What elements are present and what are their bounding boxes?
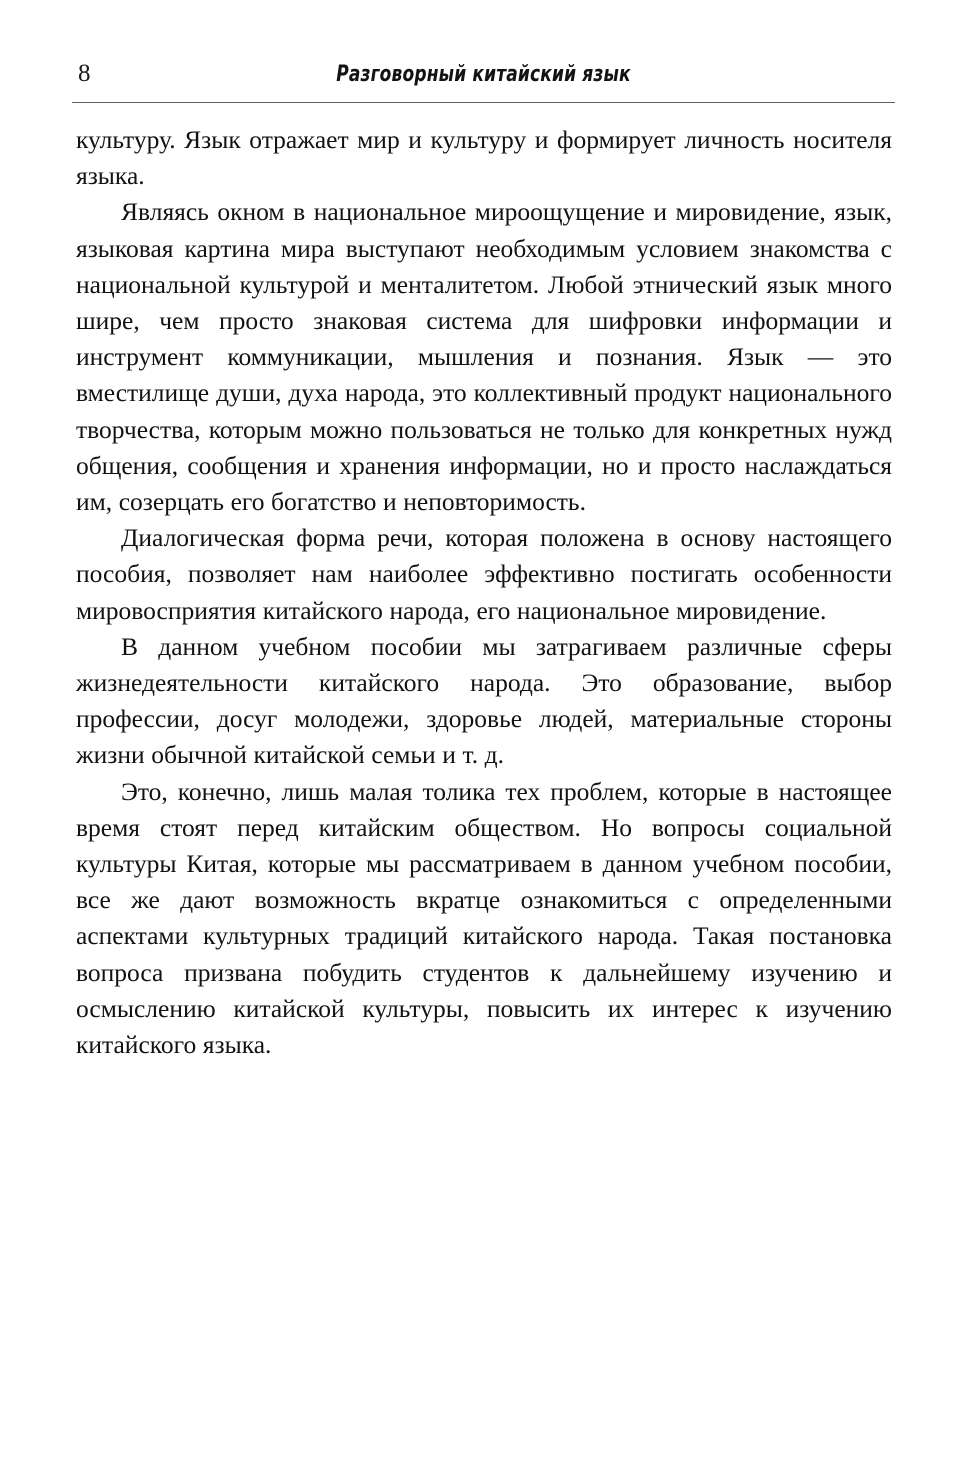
paragraph: Диалогическая форма речи, которая положена в основу настоящего пособия, позволяет нам наиболее эффективно постигать особенности мировосприятия китайского народа, его национальное мировидение. — [76, 523, 892, 625]
body-text-column — [76, 122, 892, 1063]
paragraph: Являясь окном в национальное мироощущение и мировидение, язык, языковая картина мира выступают необходимым условием знакомства с национальной культурой и менталитетом. Любой этнический язык много шире, чем просто знаковая система для шифровки информации и инструмент коммуникации, мышления и познания. Язык — это вместилище души, духа народа, это коллективный продукт национального творчества, которым можно пользоваться не только для конкретных нужд общения, сообщения и хранения информации, но и просто наслаждаться им, созерцать его богатство и неповторимость. — [76, 197, 892, 517]
paragraph: культуру. Язык отражает мир и культуру и формирует личность носителя языка. — [76, 125, 892, 191]
paragraph: Это, конечно, лишь малая толика тех проблем, которые в настоящее время стоят перед китайским обществом. Но вопросы социальной культуры Китая, которые мы рассматриваем в данном учебном пособии, все же дают возможность вкратце ознакомиться с определенными аспектами культурных традиций китайского народа. Такая постановка вопроса призвана побудить студентов к дальнейшему изучению и осмыслению китайской культуры, повысить их интерес к изучению китайского языка. — [76, 776, 892, 1060]
paragraph: В данном учебном пособии мы затрагиваем различные сферы жизнедеятельности китайского народа. Это образование, выбор профессии, досуг молодежи, здоровье людей, материальные стороны жизни обычной китайской семьи и т. д. — [76, 631, 892, 770]
page-number: 8 — [78, 60, 91, 87]
running-title: Разговорный китайский язык — [336, 62, 631, 87]
header-rule — [72, 102, 895, 103]
running-head — [72, 58, 895, 96]
